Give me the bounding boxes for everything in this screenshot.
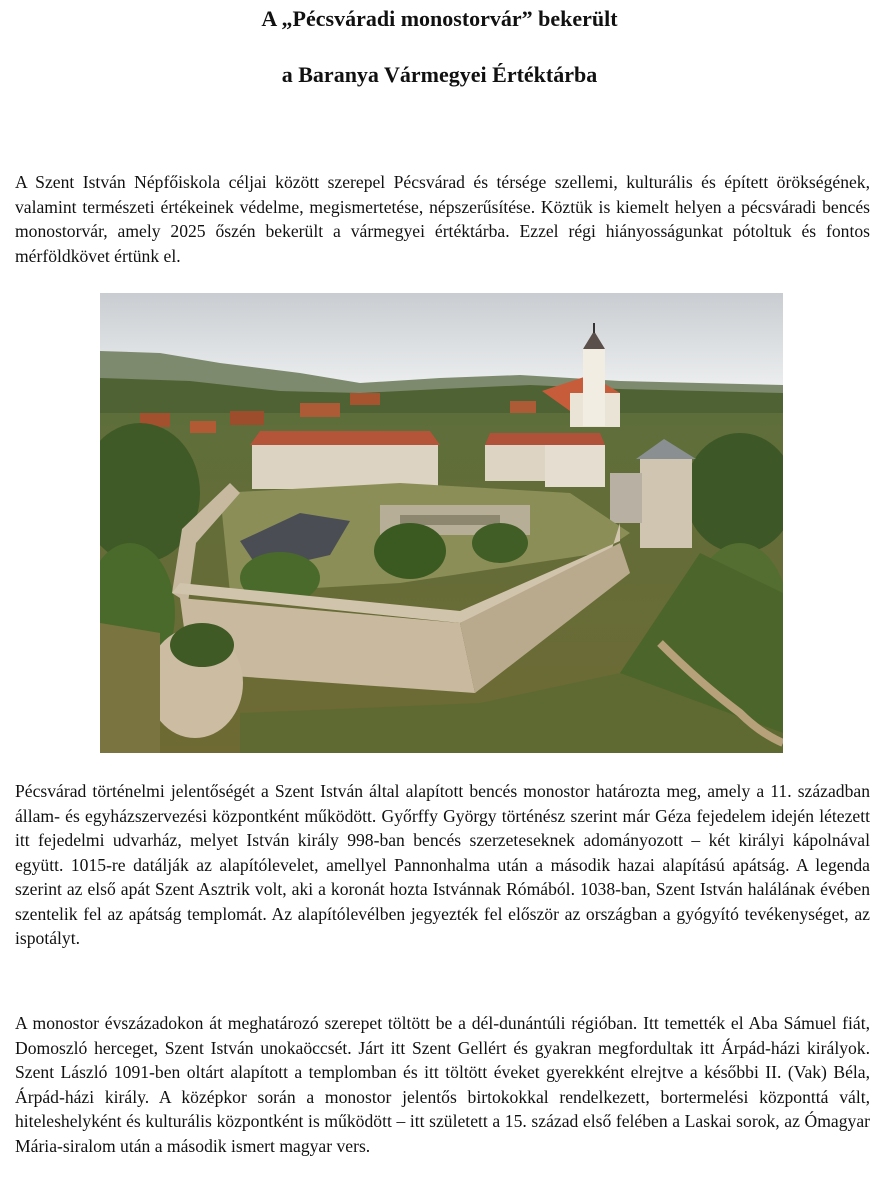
intro-paragraph: A Szent István Népfőiskola céljai között szerepel Pécsvárad és térsége szellemi, kulturális és épített örökségének, valamint természeti értékeinek védelme, megismertetése, népszerűsítése. Köztük is kiemelt helyen a pécsváradi bencés monostorvár, amely 2025 őszén bekerült a vármegyei értéktárba. Ezzel régi hiányosságunkat pótoltuk és fontos mérföldkövet értünk el. xyxy=(15,172,870,266)
title-line-1: A „Pécsváradi monostorvár” bekerült xyxy=(261,6,618,31)
history-paragraph: Pécsvárad történelmi jelentőségét a Szent István által alapított bencés monostor határozta meg, amely a 11. században állam- és egyházszervezési központként működött. Győrffy György történész szerint már Géza fejedelem idején létezett itt fejedelmi udvarház, melyet István király 998-ban bencés szerzeteseknek adományozott – két királyi kápolnával együtt. 1015-re datálják az alapítólevelet, amellyel Pannonhalma után a második hazai alapítású apátság. A legenda szerint az első apát Szent Asztrik volt, aki a koronát hozta Istvánnak Rómából. 1038-ban, Szent István halálának évében szentelik fel az apátság templomát. Az alapítólevélben jegyezték fel először az országban a gyógyító tevékenységet, az ispotályt. xyxy=(15,781,870,948)
palace-buildings xyxy=(250,431,605,489)
title-line-2: a Baranya Vármegyei Értéktárba xyxy=(281,62,598,87)
monastery-paragraph: A monostor évszázadokon át meghatározó szerepet töltött be a dél-dunántúli régióban. Itt temették el Aba Sámuel fiát, Domoszló herceget, Szent István unokaöccsét. Járt itt Szent Gellért és gyakran megfordultak itt Árpád-házi királyok. Szent László 1091-ben oltárt alapított a templomban és itt töltött éveket gyerekként elrejtve a későbbi II. (Vak) Béla, Árpád-házi király. A középkor során a monostor jelentős birtokokkal rendelkezett, bortermelési központtá vált, hiteleshelyként és kulturális központként is működött – itt született a 15. század első felében a Laskai sorok, az Ómagyar Mária-siralom után a második ismert magyar vers. xyxy=(15,1013,870,1156)
grass-slope xyxy=(100,623,160,753)
castle-aerial-photo xyxy=(100,293,783,753)
